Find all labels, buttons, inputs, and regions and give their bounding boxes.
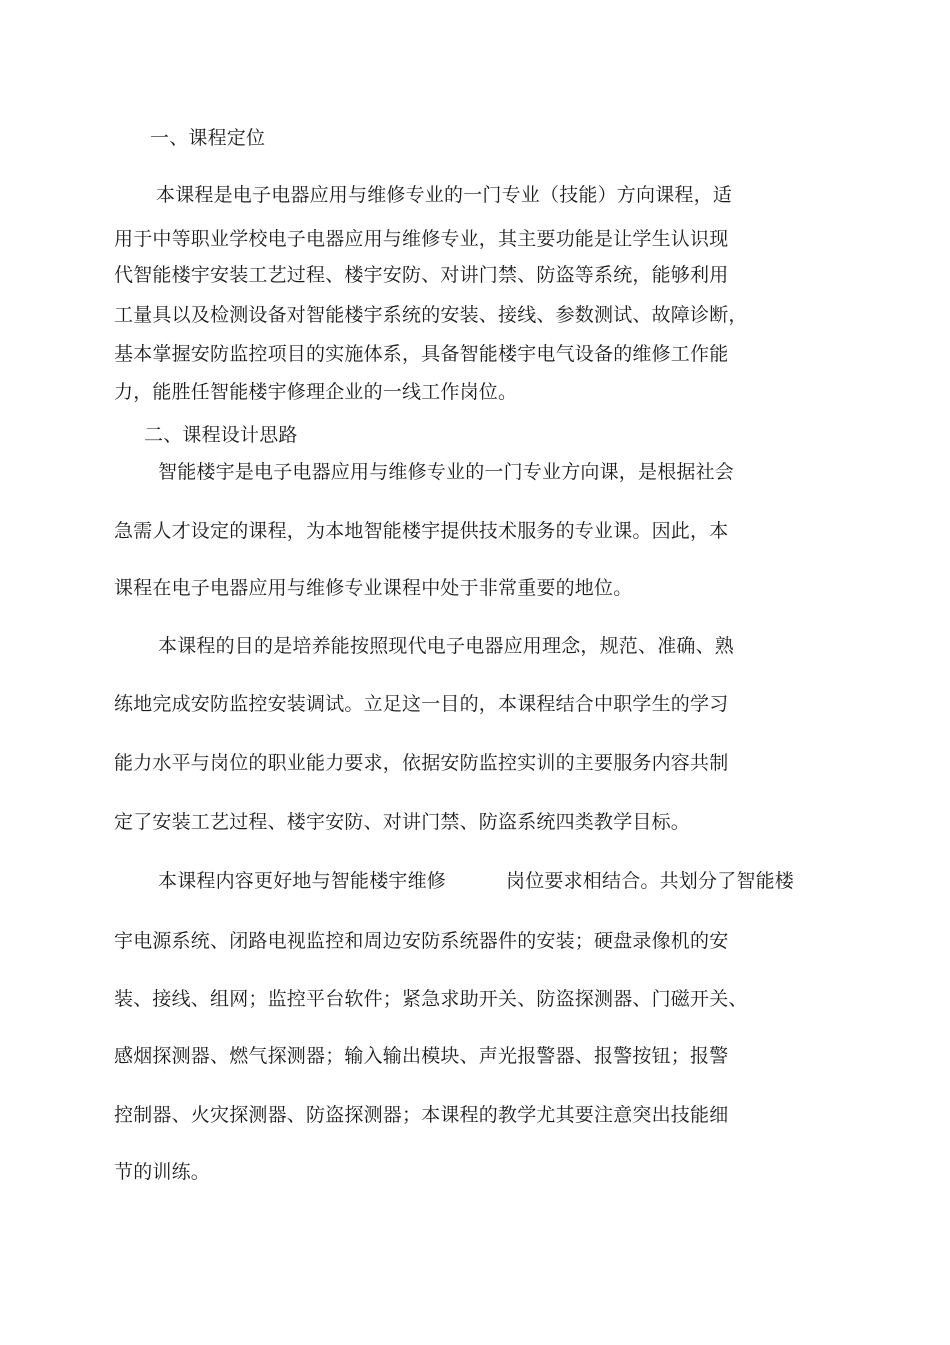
- paragraph-line: 控制器、火灾探测器、防盗探测器；本课程的教学尤其要注意突出技能细: [114, 1104, 729, 1126]
- paragraph-line: 能力水平与岗位的职业能力要求，依据安防监控实训的主要服务内容共制: [114, 752, 729, 774]
- paragraph-line: 急需人才设定的课程，为本地智能楼宇提供技术服务的专业课。因此，本: [114, 520, 729, 542]
- paragraph-line: 力，能胜任智能楼宇修理企业的一线工作岗位。: [114, 381, 518, 403]
- paragraph-line: 代智能楼宇安装工艺过程、楼宇安防、对讲门禁、防盗等系统，能够利用: [114, 264, 729, 286]
- paragraph-line: 智能楼宇是电子电器应用与维修专业的一门专业方向课，是根据社会: [158, 461, 735, 483]
- section-heading-course-positioning: 一、课程定位: [150, 127, 266, 149]
- section-heading-design-approach: 二、课程设计思路: [144, 424, 298, 446]
- paragraph-line: 装、接线、组网；监控平台软件；紧急求助开关、防盗探测器、门磁开关、: [114, 988, 748, 1010]
- paragraph-line: 课程在电子电器应用与维修专业课程中处于非常重要的地位。: [114, 577, 633, 599]
- paragraph-line: 基本掌握安防监控项目的实施体系，具备智能楼宇电气设备的维修工作能: [114, 343, 729, 365]
- paragraph-line: 岗位要求相结合。共划分了智能楼: [506, 870, 795, 892]
- paragraph-line: 工量具以及检测设备对智能楼宇系统的安装、接线、参数测试、故障诊断，: [114, 304, 748, 326]
- paragraph-line: 用于中等职业学校电子电器应用与维修专业，其主要功能是让学生认识现: [114, 228, 729, 250]
- paragraph-line: 练地完成安防监控安装调试。立足这一目的，本课程结合中职学生的学习: [114, 693, 729, 715]
- paragraph-line: 宇电源系统、闭路电视监控和周边安防系统器件的安装；硬盘录像机的安: [114, 930, 729, 952]
- paragraph-line: 定了安装工艺过程、楼宇安防、对讲门禁、防盗系统四类教学目标。: [114, 811, 691, 833]
- paragraph-line: 本课程的目的是培养能按照现代电子电器应用理念，规范、准确、熟: [158, 635, 735, 657]
- paragraph-line: 节的训练。: [114, 1161, 211, 1183]
- paragraph-line: 本课程内容更好地与智能楼宇维修: [158, 870, 447, 892]
- paragraph-line: 感烟探测器、燃气探测器；输入输出模块、声光报警器、报警按钮；报警: [114, 1045, 729, 1067]
- paragraph-line: 本课程是电子电器应用与维修专业的一门专业（技能）方向课程，适: [156, 184, 733, 206]
